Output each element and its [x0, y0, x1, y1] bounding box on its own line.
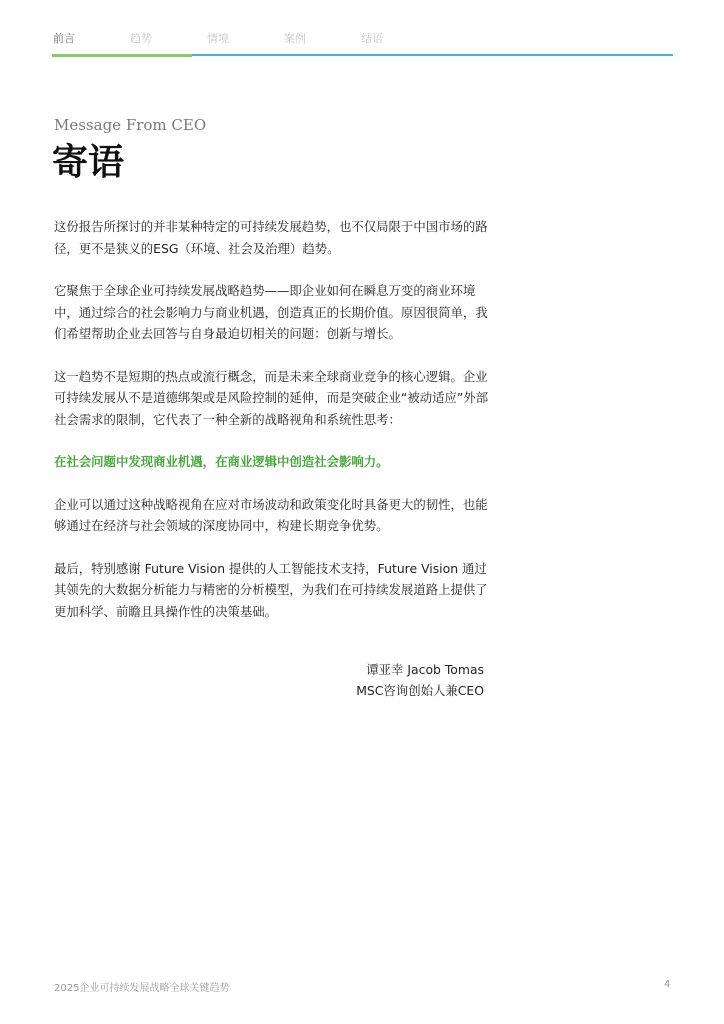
paragraph: 最后，特别感谢 Future Vision 提供的人工智能技术支持，Future Vision 通过其领先的大数据分析能力与精密的分析模型，为我们在可持续发展道路上提供了更加科学、前瞻且具操作性的决策基础。 [54, 560, 488, 619]
paragraph: 它聚焦于全球企业可持续发展战略趋势——即企业如何在瞬息万变的商业环境中，通过综合的社会影响力与商业机遇，创造真正的长期价值。原因很简单，我们希望帮助企业去回答与自身最迫切相关的问题：创新与增长。 [54, 283, 488, 341]
tab-scenarios[interactable]: 情境 [207, 32, 229, 45]
tab-trends[interactable]: 趋势 [130, 32, 152, 45]
paragraph: 企业可以通过这种战略视角在应对市场波动和政策变化时具备更大的韧性，也能够通过在经济与社会领域的深度协同中，构建长期竞争优势。 [54, 496, 488, 533]
tab-preface[interactable]: 前言 [53, 32, 75, 45]
page-number: 4 [664, 979, 671, 990]
highlight-statement: 在社会问题中发现商业机遇，在商业逻辑中创造社会影响力。 [54, 454, 389, 469]
paragraph: 这一趋势不是短期的热点或流行概念，而是未来全球商业竞争的核心逻辑。企业可持续发展从不是道德绑架或是风险控制的延伸，而是突破企业“被动适应”外部社会需求的限制，它代表了一种全新的战略视角和系统性思考： [54, 368, 489, 427]
page-subtitle: Message From CEO [54, 116, 207, 134]
signature-block [356, 659, 484, 701]
page-title: 寄语 [52, 141, 125, 183]
tab-cases[interactable]: 案例 [284, 32, 306, 45]
paragraph: 这份报告所探讨的并非某种特定的可持续发展趋势，也不仅局限于中国市场的路径，更不是狭义的ESG（环境、社会及治理）趋势。 [54, 219, 488, 256]
signature-name: 谭亚幸 Jacob Tomas [366, 662, 484, 677]
section-nav [53, 32, 673, 50]
footer-report-title: 2025企业可持续发展战略全球关键趋势 [54, 983, 230, 994]
active-tab-indicator [52, 54, 192, 57]
body-text [54, 216, 494, 643]
tab-conclusion[interactable]: 结语 [361, 32, 383, 45]
signature-role: MSC咨询创始人兼CEO [356, 683, 484, 698]
